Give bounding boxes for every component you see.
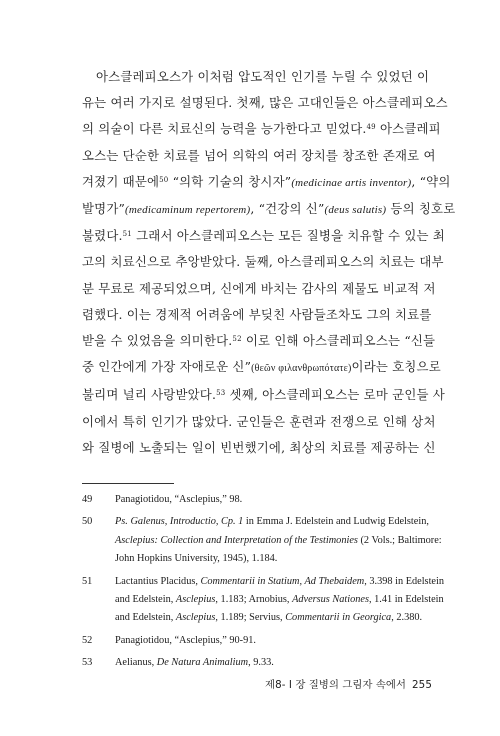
text-line: 겨졌기 때문에$^{50}$ “의학 기술의 창시자”(medicinae artis inventor), “약의 xyxy=(82,173,451,189)
footnote-number: 51 xyxy=(82,575,93,587)
footnote-number: 52 xyxy=(82,634,93,646)
footnote-ref-49[interactable]: 49 xyxy=(366,123,376,132)
body-paragraph xyxy=(82,64,456,461)
footnote-ref-52[interactable]: 52 xyxy=(232,335,242,344)
footnote-ref-50[interactable]: 50 xyxy=(159,175,169,184)
text-line: 받을 수 있었음을 의미한다.$^{52}$ 이로 인해 아스클레피오스는 “신들 xyxy=(82,333,436,349)
footnote-number: 50 xyxy=(82,516,93,528)
text-line: 와 질병에 노출되는 일이 빈번했기에, 최상의 치료를 제공하는 신 xyxy=(82,439,436,455)
page-number: 255 xyxy=(412,679,432,691)
text-line: 이에서 특히 인기가 많았다. 군인들은 훈련과 전쟁으로 인해 상처 xyxy=(82,413,436,429)
text-line: 분 무료로 제공되었으며, 신에게 바치는 감사의 제물도 비교적 저 xyxy=(82,280,436,296)
footnote-53: 53 Aelianus, De Natura Animalium, 9.33. xyxy=(82,654,424,672)
chapter-title: 제8- I 장 질병의 그림자 속에서 xyxy=(265,679,407,691)
footnote-divider xyxy=(82,483,174,484)
greek-term: (θεῶν φιλανθρωπότατε) xyxy=(251,363,352,375)
running-footer xyxy=(265,676,432,691)
text-line: 중 인간에게 가장 자애로운 신”(θεῶν φιλανθρωπότατε)이라는 호칭으로 xyxy=(82,359,441,375)
text-line: 불렸다.$^{51}$ 그래서 아스클레피오스는 모든 질병을 치유할 수 있는 최 xyxy=(82,228,445,244)
footnote-ref-51[interactable]: 51 xyxy=(122,230,132,239)
footnote-50: 50 Ps. Galenus, Introductio, Cp. 1 in Emma J. Edelstein and Ludwig Edelstein, Asclepius: Collection and Interpretation of the Testimonies (2 Vols.; Baltimore: John Hopkins University, 1945), 1.184. xyxy=(82,513,424,568)
footnotes xyxy=(82,491,445,677)
text-line: 고의 치료신으로 추앙받았다. 둘째, 아스클레피오스의 치료는 대부 xyxy=(82,254,444,270)
latin-term: (medicinae artis inventor) xyxy=(291,176,412,189)
latin-term: (medicaminum repertorem) xyxy=(125,204,251,217)
footnote-ref-53[interactable]: 53 xyxy=(216,389,226,398)
text-line: 유는 여러 가지로 설명된다. 첫째, 많은 고대인들은 아스클레피오스 xyxy=(82,95,448,111)
latin-term: (deus salutis) xyxy=(324,204,387,217)
text-line: 발명가”(medicaminum repertorem), “건강의 신”(deus salutis) 등의 칭호로 xyxy=(82,201,456,217)
footnote-49: 49 Panagiotidou, “Asclepius,” 98. xyxy=(82,491,424,509)
text-line: 아스클레피오스가 이처럼 압도적인 인기를 누릴 수 있었던 이 xyxy=(96,69,430,84)
footnote-52: 52 Panagiotidou, “Asclepius,” 90-91. xyxy=(82,632,424,650)
text-line: 의 의술이 다른 치료신의 능력을 능가한다고 믿었다.$^{49}$ 아스클레피 xyxy=(82,121,441,137)
footnote-number: 53 xyxy=(82,657,93,669)
text-line: 렴했다. 이는 경제적 어려움에 부딪친 사람들조차도 그의 치료를 xyxy=(82,306,432,322)
footnote-number: 49 xyxy=(82,494,93,505)
text-line: 불리며 널리 사랑받았다.$^{53}$ 셋째, 아스클레피오스는 로마 군인들 사 xyxy=(82,387,445,403)
text-line: 오스는 단순한 치료를 넘어 의학의 여러 장치를 창조한 존재로 여 xyxy=(82,147,436,163)
footnote-51: 51 Lactantius Placidus, Commentarii in Statium, Ad Thebaidem, 3.398 in Edelstein and Edelstein, Asclepius, 1.183; Arnobius, Adversus Nationes, 1.41 in Edelstein and Edelstein, Asclepius, 1.189; Servius, Commentarii in Georgica, 2.380. xyxy=(82,573,424,628)
